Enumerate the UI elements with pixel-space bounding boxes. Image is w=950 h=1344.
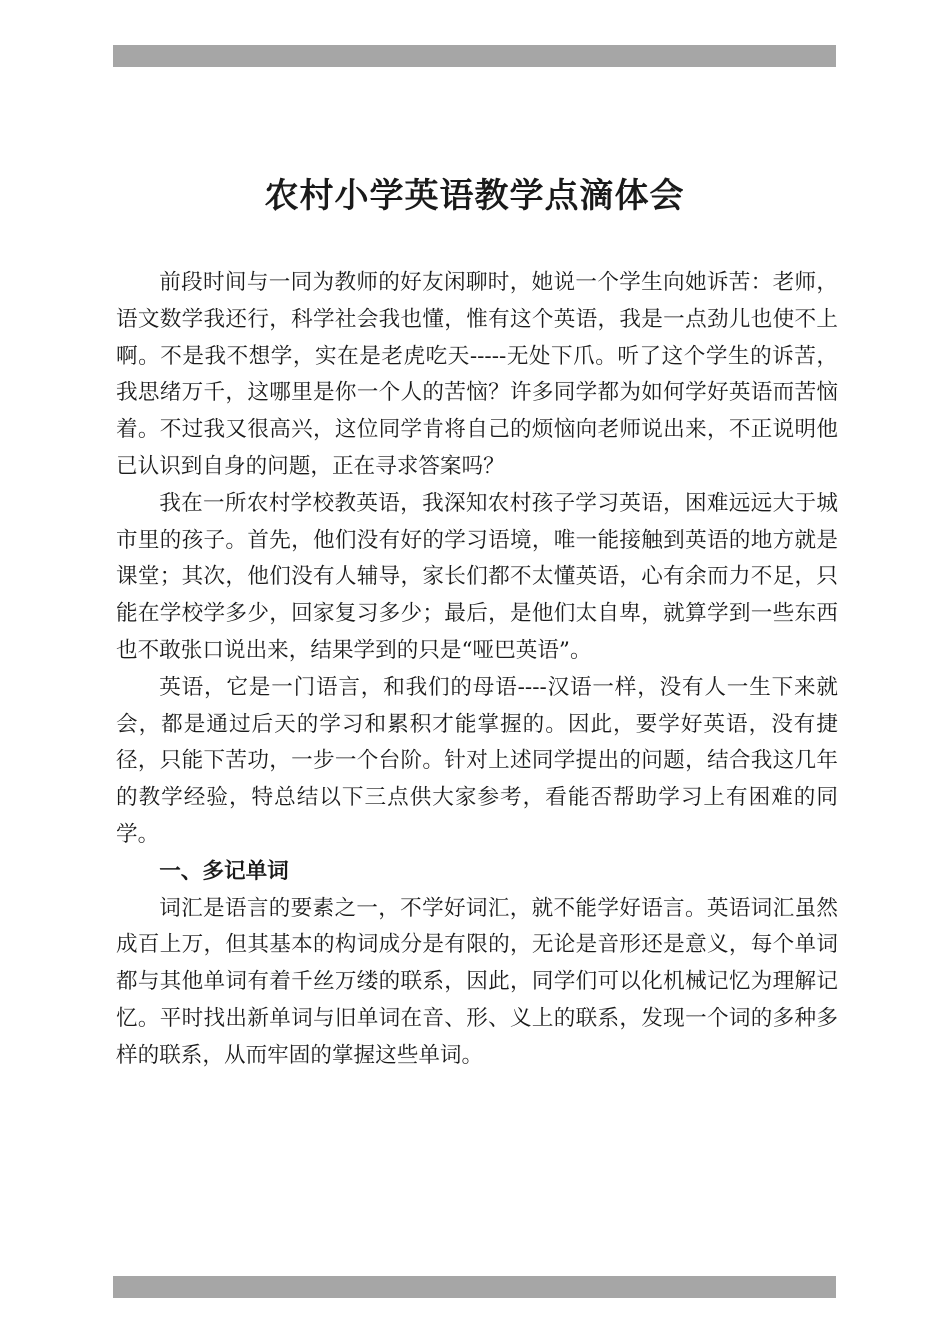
- header-bar: [113, 45, 836, 67]
- section-heading: 一、多记单词: [159, 858, 289, 884]
- paragraph-intro: 前段时间与一同为教师的好友闲聊时，她说一个学生向她诉苦：老师，语文数学我还行，科学社会我也懂，惟有这个英语，我是一点劲儿也使不上啊。不是我不想学，实在是老虎吃天-----无处下爪。听了这个学生的诉苦，我思绪万千，这哪里是你一个人的苦恼？许多同学都为如何学好英语而苦恼着。不过我又很高兴，这位同学肯将自己的烦恼向老师说出来，不正说明他已认识到自身的问题，正在寻求答案吗？: [116, 270, 838, 479]
- paragraph-vocabulary: 词汇是语言的要素之一，不学好词汇，就不能学好语言。英语词汇虽然成百上万，但其基本的构词成分是有限的，无论是音形还是意义，每个单词都与其他单词有着千丝万缕的联系，因此，同学们可以化机械记忆为理解记忆。平时找出新单词与旧单词在音、形、义上的联系，发现一个词的多种多样的联系，从而牢固的掌握这些单词。: [116, 895, 838, 1068]
- document-body: [116, 265, 838, 1075]
- document-title: 农村小学英语教学点滴体会: [264, 176, 685, 216]
- footer-bar: [113, 1276, 836, 1298]
- paragraph-rural-difficulties: 我在一所农村学校教英语，我深知农村孩子学习英语，困难远远大于城市里的孩子。首先，他们没有好的学习语境，唯一能接触到英语的地方就是课堂；其次，他们没有人辅导，家长们都不太懂英语，心有余而力不足，只能在学校学多少，回家复习多少；最后，是他们太自卑，就算学到一些东西也不敢张口说出来，结果学到的只是“哑巴英语”。: [116, 490, 838, 663]
- paragraph-learning-approach: 英语，它是一门语言，和我们的母语----汉语一样，没有人一生下来就会，都是通过后天的学习和累积才能掌握的。因此，要学好英语，没有捷径，只能下苦功，一步一个台阶。针对上述同学提出的问题，结合我这几年的教学经验，特总结以下三点供大家参考，看能否帮助学习上有困难的同学。: [116, 674, 838, 847]
